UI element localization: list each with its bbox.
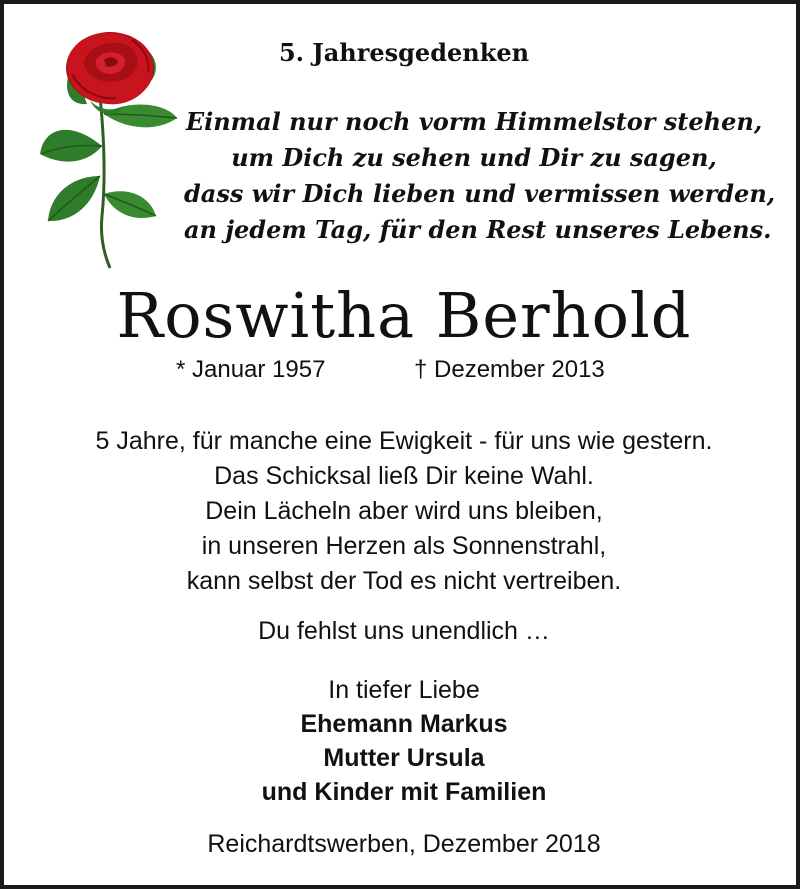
mourners-list [4,707,800,809]
poem-line: an jedem Tag, für den Rest unseres Lebens. [184,215,772,244]
poem-block [184,104,776,248]
missing-line: Du fehlst uns unendlich … [258,617,550,645]
poem-line: Einmal nur noch vorm Himmelstor stehen, [185,107,763,136]
verse-line: Dein Lächeln aber wird uns bleiben, [205,497,603,525]
red-rose-icon [32,26,182,271]
verse-line: in unseren Herzen als Sonnenstrahl, [201,532,607,560]
poem-line: um Dich zu sehen und Dir zu sagen, [231,143,717,172]
verse-line: kann selbst der Tod es nicht vertreiben. [186,567,622,595]
poem-line: dass wir Dich lieben und vermissen werden, [184,179,776,208]
mourner: Mutter Ursula [323,744,485,772]
verse-line: 5 Jahre, für manche eine Ewigkeit - für uns wie gestern. [95,427,713,455]
mourner: Ehemann Markus [300,710,508,738]
place-date: Reichardtswerben, Dezember 2018 [207,830,601,858]
birth-date: * Januar 1957 [176,356,326,383]
signoff: In tiefer Liebe [328,676,480,704]
verse-block [4,424,800,599]
death-date: † Dezember 2013 [414,356,605,383]
mourner: und Kinder mit Familien [261,778,547,806]
verse-line: Das Schicksal ließ Dir keine Wahl. [214,462,594,490]
anniversary-heading: 5. Jahresgedenken [278,38,530,67]
deceased-name: Roswitha Berhold [116,279,692,352]
